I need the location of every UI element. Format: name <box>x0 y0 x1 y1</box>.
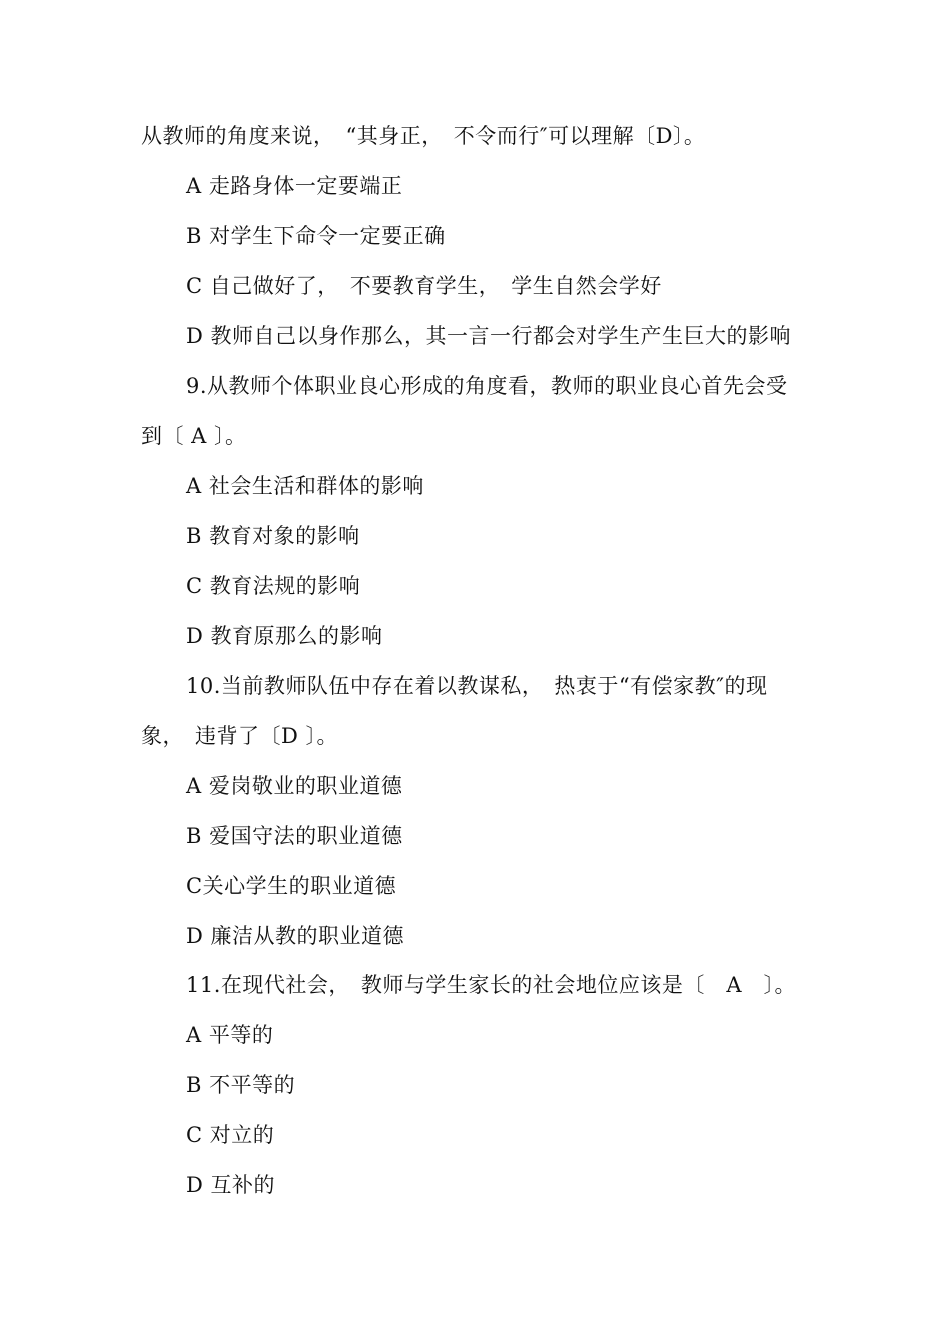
question-10-option-b: B 爱国守法的职业道德 <box>186 824 403 848</box>
question-10-stem-continued: 象， 违背了〔D 〕。 <box>141 724 339 748</box>
question-10-stem: 10.当前教师队伍中存在着以教谋私， 热衷于“有偿家教″的现 <box>186 674 768 698</box>
question-8-option-b: B 对学生下命令一定要正确 <box>186 224 446 248</box>
question-11-option-d: D 互补的 <box>186 1173 276 1197</box>
question-8-option-a: A 走路身体一定要端正 <box>186 174 403 198</box>
question-9-stem-continued: 到〔 A 〕。 <box>141 424 247 448</box>
question-8-stem: 从教师的角度来说， “其身正， 不令而行″可以理解〔D〕。 <box>141 124 706 148</box>
question-11-option-c: C 对立的 <box>186 1123 275 1147</box>
question-11-stem: 11.在现代社会， 教师与学生家长的社会地位应该是〔 A 〕。 <box>186 973 797 997</box>
question-10-option-c: C关心学生的职业道德 <box>186 874 397 898</box>
question-9-stem: 9.从教师个体职业良心形成的角度看，教师的职业良心首先会受 <box>186 374 788 398</box>
question-10-option-a: A 爱岗敬业的职业道德 <box>186 774 403 798</box>
question-11-option-a: A 平等的 <box>186 1023 274 1047</box>
question-9-option-b: B 教育对象的影响 <box>186 524 360 548</box>
question-9-option-a: A 社会生活和群体的影响 <box>186 474 424 498</box>
question-9-option-d: D 教育原那么的影响 <box>186 624 383 648</box>
question-10-option-d: D 廉洁从教的职业道德 <box>186 924 405 948</box>
question-9-option-c: C 教育法规的影响 <box>186 574 361 598</box>
question-8-option-d: D 教师自己以身作那么，其一言一行都会对学生产生巨大的影响 <box>186 324 792 348</box>
question-11-option-b: B 不平等的 <box>186 1073 296 1097</box>
question-8-option-c: C 自己做好了， 不要教育学生， 学生自然会学好 <box>186 274 662 298</box>
